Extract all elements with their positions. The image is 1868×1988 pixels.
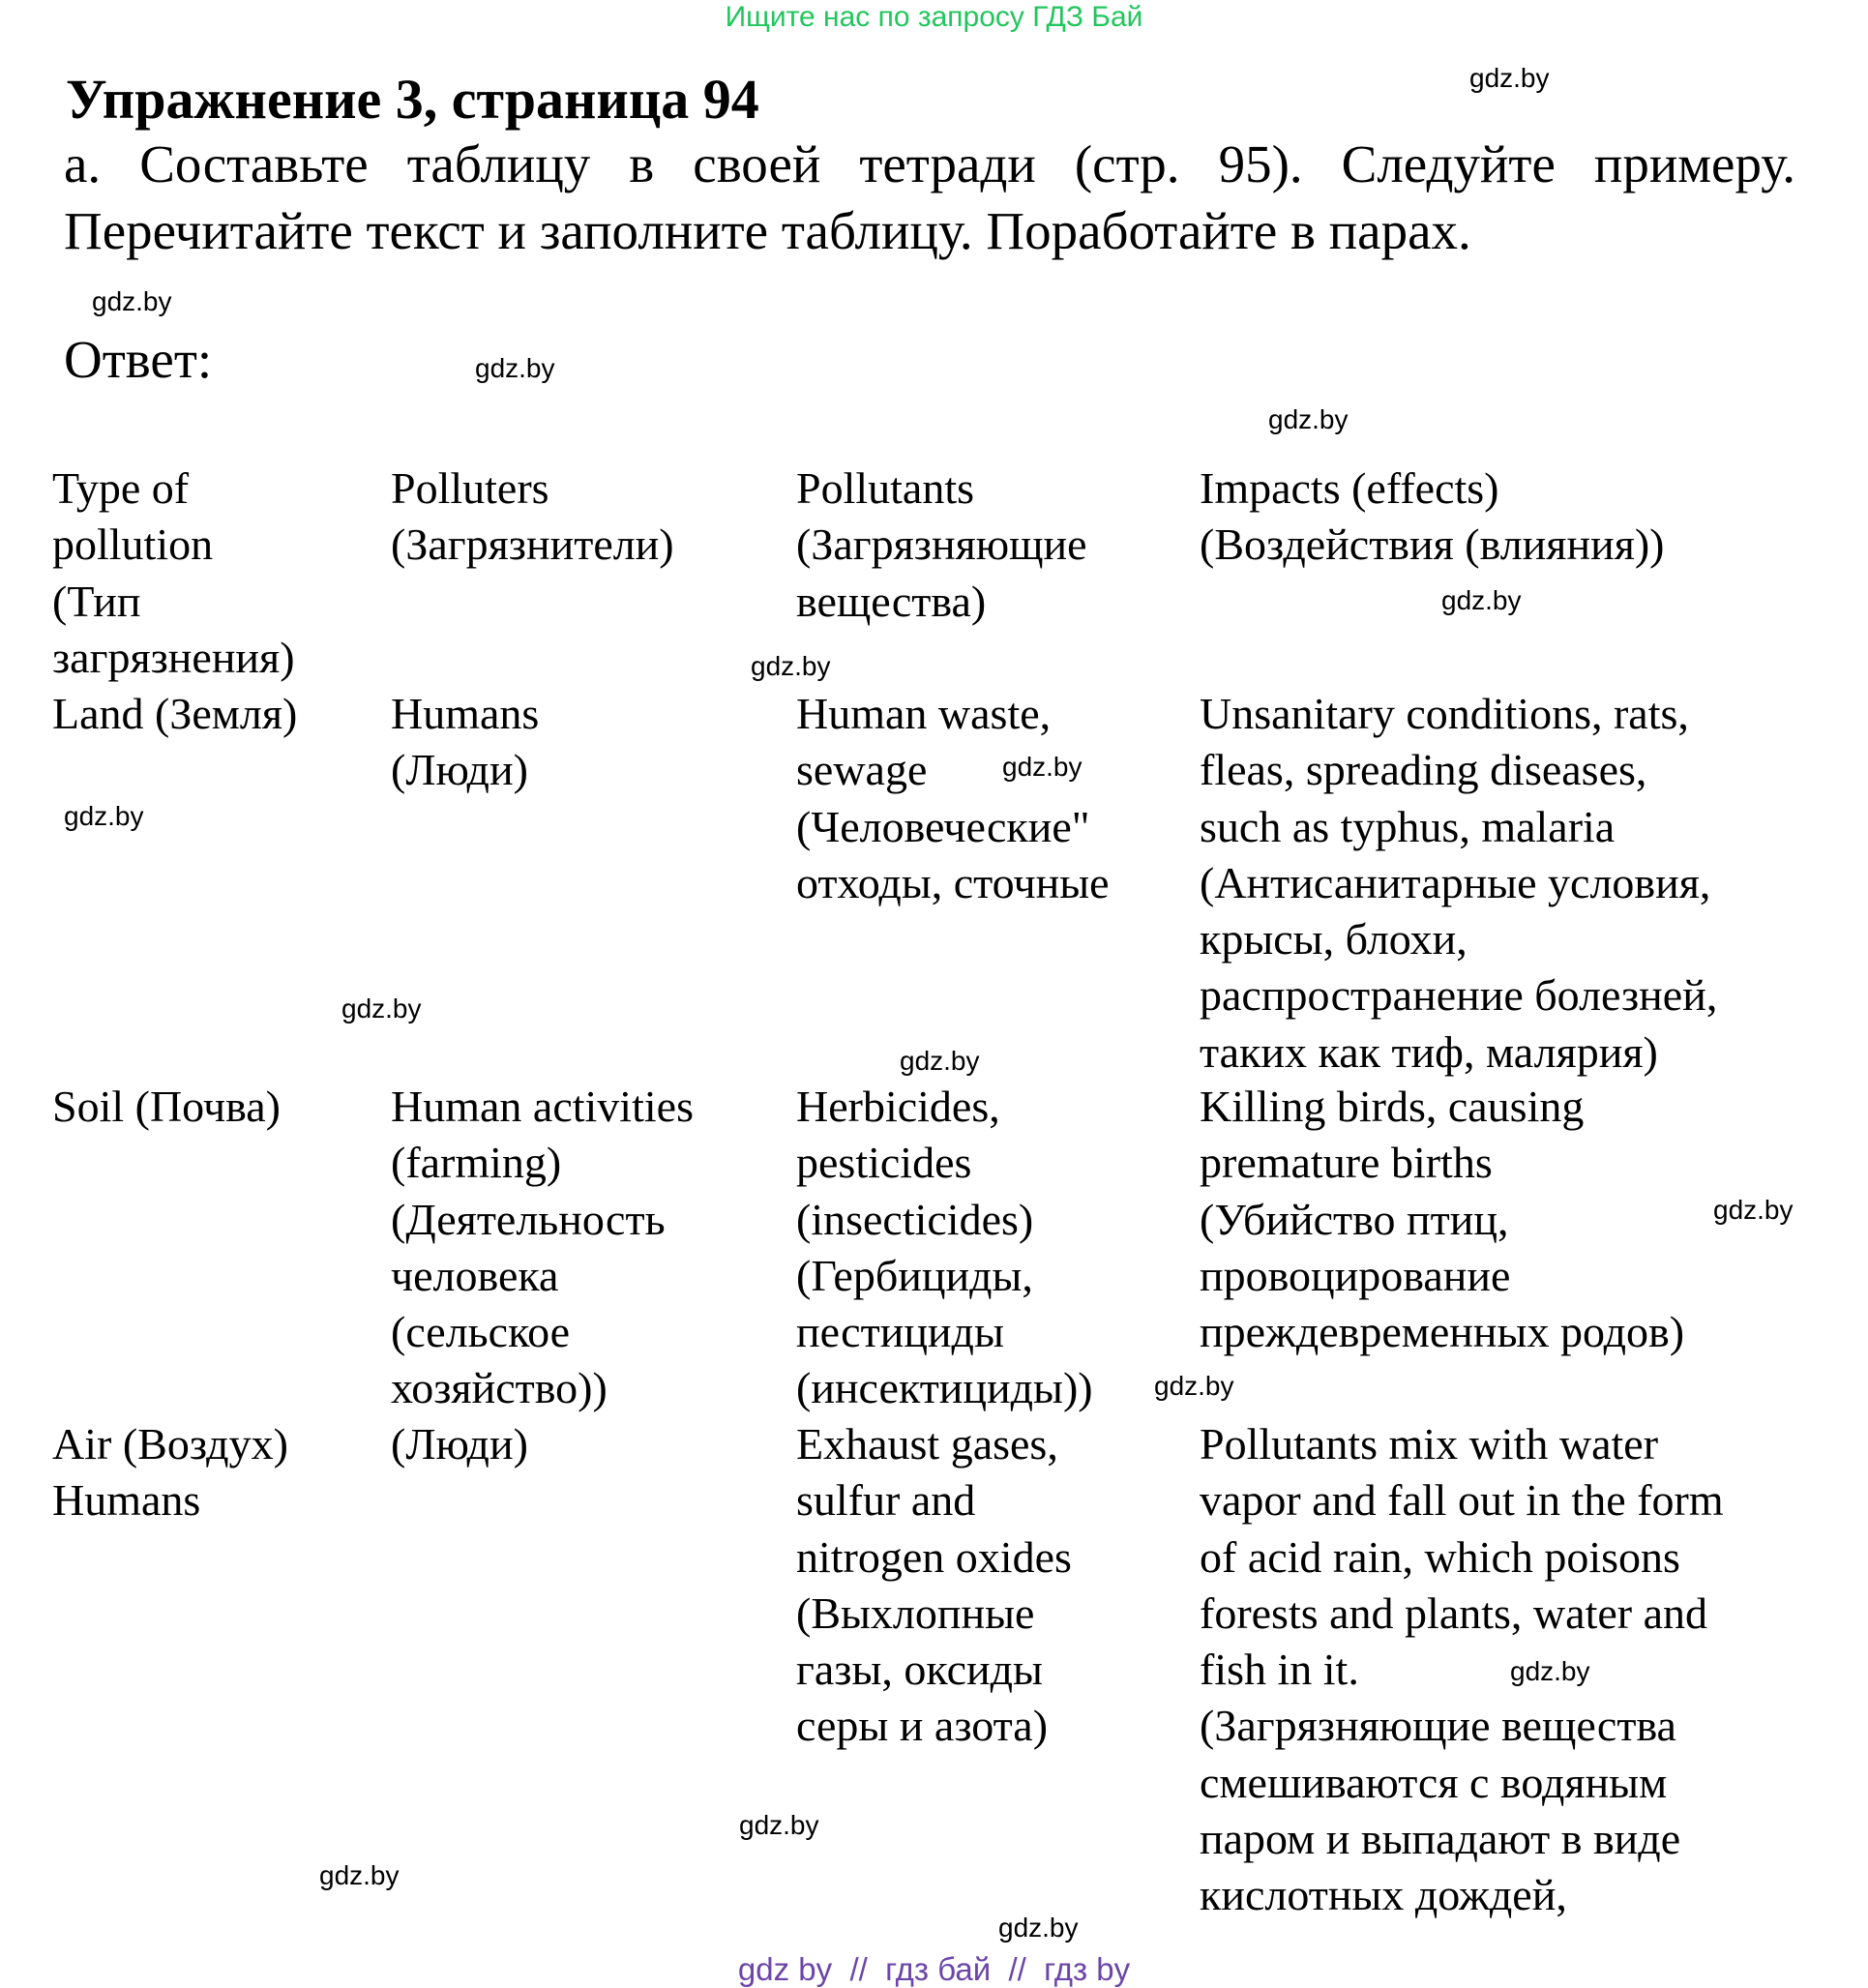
- watermark: gdz.by: [1713, 1195, 1794, 1225]
- watermark: gdz.by: [1441, 585, 1522, 615]
- footer-links: gdz by // гдз бай // гдз by: [737, 1951, 1131, 1987]
- watermark: gdz.by: [1469, 63, 1550, 93]
- watermark: gdz.by: [1268, 404, 1349, 434]
- table-header-impacts: Impacts (effects) (Воздействия (влияния)): [1200, 463, 1665, 570]
- watermark: gdz.by: [998, 1913, 1079, 1943]
- table-cell-impacts: Pollutants mix with water vapor and fall out in the form of acid rain, which poisons forests and plants, water and fish in it. (Загрязняющие вещества смешиваются с водяным паром и выпадают в виде кислотных дождей,: [1200, 1419, 1724, 1920]
- search-banner: Ищите нас по запросу ГДЗ Бай: [725, 1, 1143, 33]
- table-cell-pollutants: Herbicides, pesticides (insecticides) (Гербициды, пестициды (инсектициды)): [796, 1082, 1093, 1413]
- table-cell-type: Soil (Почва): [52, 1082, 281, 1131]
- task-text: а. Составьте таблицу в своей тетради (стр. 95). Следуйте примеру. Перечитайте текст и заполните таблицу. Поработайте в парах.: [64, 134, 1795, 260]
- table-cell-polluters: (Люди): [391, 1419, 528, 1469]
- table-cell-polluters: Humans (Люди): [391, 689, 540, 795]
- watermark: gdz.by: [900, 1046, 980, 1076]
- watermark: gdz.by: [475, 353, 555, 383]
- answer-label: Ответ:: [64, 330, 213, 389]
- table-cell-polluters: Human activities (farming) (Деятельность человека (сельское хозяйство)): [391, 1082, 694, 1413]
- watermark: gdz.by: [739, 1810, 819, 1840]
- watermark: gdz.by: [1154, 1371, 1234, 1401]
- table-header-pollutants: Pollutants (Загрязняющие вещества): [796, 463, 1087, 626]
- watermark: gdz.by: [64, 801, 144, 831]
- table-cell-pollutants: Human waste, sewage (Человеческие" отходы, сточные: [796, 689, 1110, 907]
- watermark: gdz.by: [319, 1860, 400, 1890]
- table-cell-impacts: Killing birds, causing premature births (Убийство птиц, провоцирование преждевременных родов): [1200, 1082, 1685, 1357]
- exercise-title: Упражнение 3, страница 94: [66, 68, 759, 131]
- table-cell-impacts: Unsanitary conditions, rats, fleas, spreading diseases, such as typhus, malaria (Антисанитарные условия, крысы, блохи, распространение болезней, таких как тиф, малярия): [1200, 689, 1718, 1077]
- watermark: gdz.by: [751, 651, 831, 681]
- watermark: gdz.by: [341, 994, 422, 1024]
- table-cell-type: Air (Воздух) Humans: [52, 1419, 288, 1526]
- table-header-type: Type of pollution (Тип загрязнения): [52, 463, 295, 682]
- watermark: gdz.by: [1510, 1656, 1590, 1686]
- watermark: gdz.by: [92, 286, 172, 316]
- table-cell-type: Land (Земля): [52, 689, 298, 738]
- table-cell-pollutants: Exhaust gases, sulfur and nitrogen oxides (Выхлопные газы, оксиды серы и азота): [796, 1419, 1072, 1751]
- table-header-polluters: Polluters (Загрязнители): [391, 463, 674, 570]
- watermark: gdz.by: [1002, 752, 1082, 782]
